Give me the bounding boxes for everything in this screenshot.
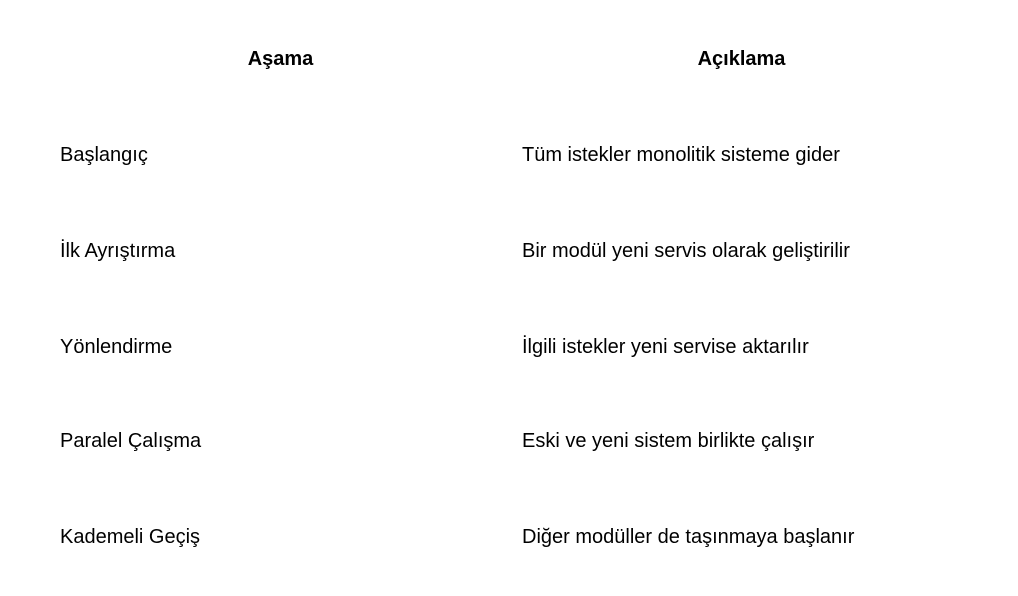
description-cell: Diğer modüller de taşınmaya başlanır xyxy=(522,526,855,548)
stage-cell: Başlangıç xyxy=(60,144,148,166)
stage-cell: Yönlendirme xyxy=(60,336,173,358)
description-cell: İlgili istekler yeni servise aktarılır xyxy=(522,336,809,358)
description-cell: Bir modül yeni servis olarak geliştirilir xyxy=(522,240,850,262)
stage-cell: Paralel Çalışma xyxy=(60,430,202,452)
stage-cell: İlk Ayrıştırma xyxy=(60,240,176,262)
description-cell: Eski ve yeni sistem birlikte çalışır xyxy=(522,430,815,452)
header-description: Açıklama xyxy=(697,48,786,70)
stage-cell: Kademeli Geçiş xyxy=(60,526,201,548)
header-stage: Aşama xyxy=(247,48,314,70)
description-cell: Tüm istekler monolitik sisteme gider xyxy=(522,144,840,166)
